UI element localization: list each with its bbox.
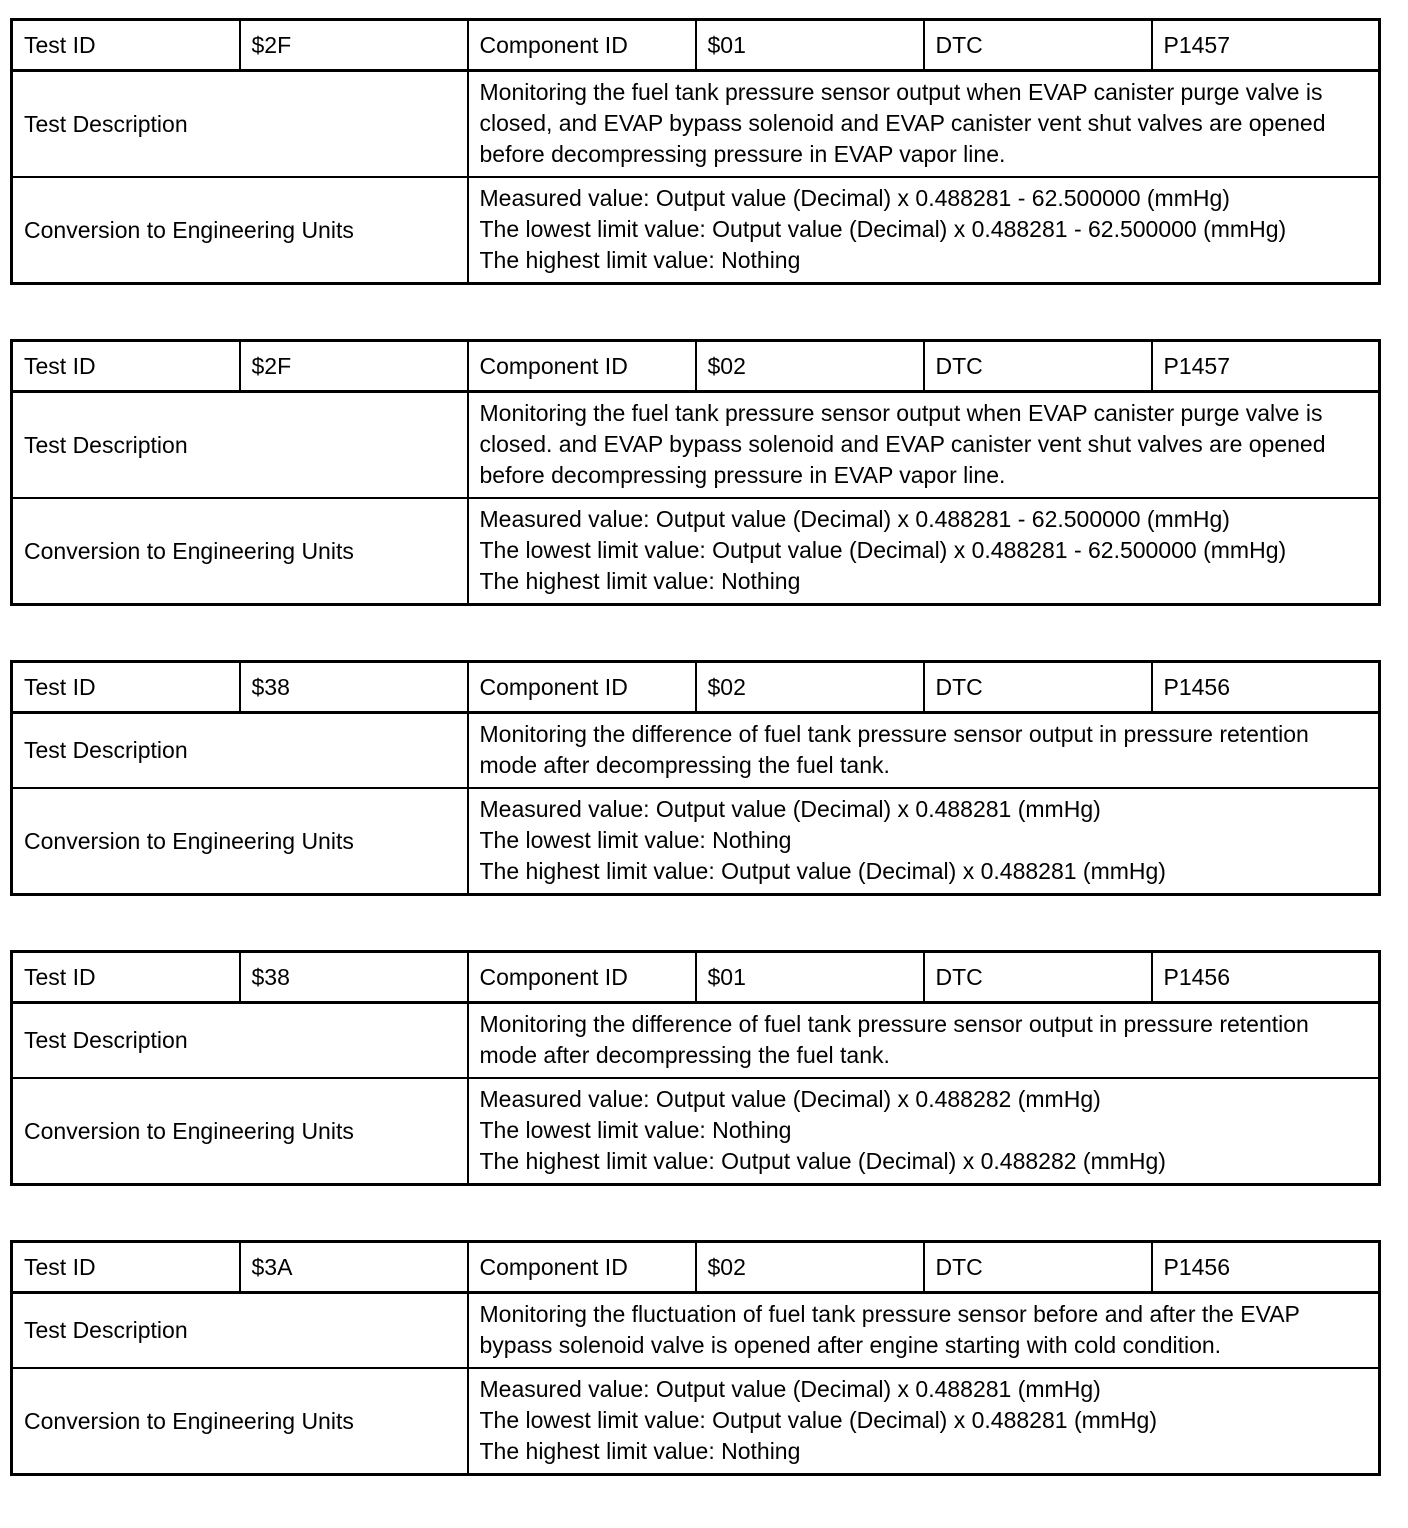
test-description-row xyxy=(12,1293,1380,1369)
monitor-test-table-3 xyxy=(10,660,1381,896)
dtc-value: P1457 xyxy=(1152,20,1380,71)
test-id-label: Test ID xyxy=(12,341,240,392)
conversion-value xyxy=(468,788,1380,895)
description-text: Monitoring the fuel tank pressure sensor output when EVAP canister purge valve is closed. and EVAP bypass solenoid and EVAP canister vent shut valves are opened before decompressing pressure in EVAP vapor line. xyxy=(479,400,1326,488)
lowest-limit-line: The lowest limit value: Output value (Decimal) x 0.488281 (mmHg) xyxy=(479,1407,1157,1433)
test-description-row xyxy=(12,1003,1380,1079)
dtc-label: DTC xyxy=(924,662,1152,713)
test-id-label: Test ID xyxy=(12,20,240,71)
conversion-label: Conversion to Engineering Units xyxy=(12,177,468,284)
dtc-value: P1456 xyxy=(1152,1242,1380,1293)
monitor-test-table-2 xyxy=(10,339,1381,606)
test-description-value xyxy=(468,392,1380,499)
description-text: Monitoring the difference of fuel tank pressure sensor output in pressure retention mode after decompressing the fuel tank. xyxy=(479,721,1309,778)
highest-limit-line: The highest limit value: Output value (Decimal) x 0.488281 (mmHg) xyxy=(479,858,1166,884)
test-description-value xyxy=(468,1003,1380,1079)
dtc-label: DTC xyxy=(924,20,1152,71)
test-id-label: Test ID xyxy=(12,662,240,713)
conversion-row xyxy=(12,1078,1380,1185)
highest-limit-line: The highest limit value: Nothing xyxy=(479,1438,801,1464)
component-id-value: $01 xyxy=(696,952,924,1003)
test-id-label: Test ID xyxy=(12,952,240,1003)
conversion-label: Conversion to Engineering Units xyxy=(12,788,468,895)
test-description-value xyxy=(468,713,1380,789)
dtc-label: DTC xyxy=(924,341,1152,392)
test-description-row xyxy=(12,71,1380,178)
test-description-label: Test Description xyxy=(12,713,468,789)
description-text: Monitoring the fuel tank pressure sensor output when EVAP canister purge valve is closed, and EVAP bypass solenoid and EVAP canister vent shut valves are opened before decompressing pressure in EVAP vapor line. xyxy=(479,79,1326,167)
conversion-label: Conversion to Engineering Units xyxy=(12,498,468,605)
component-id-value: $02 xyxy=(696,341,924,392)
description-text: Monitoring the fluctuation of fuel tank pressure sensor before and after the EVAP bypass solenoid valve is opened after engine starting with cold condition. xyxy=(479,1301,1300,1358)
monitor-test-table-5 xyxy=(10,1240,1381,1476)
measured-value-line: Measured value: Output value (Decimal) x 0.488281 - 62.500000 (mmHg) xyxy=(479,185,1230,211)
lowest-limit-line: The lowest limit value: Output value (Decimal) x 0.488281 - 62.500000 (mmHg) xyxy=(479,537,1287,563)
test-description-label: Test Description xyxy=(12,71,468,178)
conversion-value xyxy=(468,1078,1380,1185)
dtc-label: DTC xyxy=(924,952,1152,1003)
test-id-value: $2F xyxy=(240,341,468,392)
table-header-row xyxy=(12,952,1380,1003)
test-description-row xyxy=(12,713,1380,789)
test-id-value: $38 xyxy=(240,952,468,1003)
table-header-row xyxy=(12,341,1380,392)
component-id-value: $01 xyxy=(696,20,924,71)
conversion-label: Conversion to Engineering Units xyxy=(12,1078,468,1185)
test-description-value xyxy=(468,1293,1380,1369)
conversion-row xyxy=(12,498,1380,605)
component-id-value: $02 xyxy=(696,1242,924,1293)
test-description-value xyxy=(468,71,1380,178)
measured-value-line: Measured value: Output value (Decimal) x 0.488281 (mmHg) xyxy=(479,796,1101,822)
description-text: Monitoring the difference of fuel tank pressure sensor output in pressure retention mode after decompressing the fuel tank. xyxy=(479,1011,1309,1068)
dtc-label: DTC xyxy=(924,1242,1152,1293)
test-description-row xyxy=(12,392,1380,499)
highest-limit-line: The highest limit value: Nothing xyxy=(479,568,801,594)
dtc-value: P1456 xyxy=(1152,662,1380,713)
monitor-test-table-1 xyxy=(10,18,1381,285)
highest-limit-line: The highest limit value: Output value (Decimal) x 0.488282 (mmHg) xyxy=(479,1148,1166,1174)
dtc-value: P1457 xyxy=(1152,341,1380,392)
conversion-row xyxy=(12,177,1380,284)
test-description-label: Test Description xyxy=(12,1003,468,1079)
conversion-value xyxy=(468,498,1380,605)
table-header-row xyxy=(12,1242,1380,1293)
test-id-value: $38 xyxy=(240,662,468,713)
table-header-row xyxy=(12,662,1380,713)
conversion-label: Conversion to Engineering Units xyxy=(12,1368,468,1475)
component-id-label: Component ID xyxy=(468,952,696,1003)
lowest-limit-line: The lowest limit value: Nothing xyxy=(479,827,792,853)
monitor-test-table-4 xyxy=(10,950,1381,1186)
lowest-limit-line: The lowest limit value: Nothing xyxy=(479,1117,792,1143)
conversion-value xyxy=(468,1368,1380,1475)
component-id-value: $02 xyxy=(696,662,924,713)
test-id-value: $3A xyxy=(240,1242,468,1293)
test-id-label: Test ID xyxy=(12,1242,240,1293)
measured-value-line: Measured value: Output value (Decimal) x 0.488281 (mmHg) xyxy=(479,1376,1101,1402)
test-id-value: $2F xyxy=(240,20,468,71)
test-description-label: Test Description xyxy=(12,392,468,499)
measured-value-line: Measured value: Output value (Decimal) x 0.488282 (mmHg) xyxy=(479,1086,1101,1112)
highest-limit-line: The highest limit value: Nothing xyxy=(479,247,801,273)
component-id-label: Component ID xyxy=(468,1242,696,1293)
lowest-limit-line: The lowest limit value: Output value (Decimal) x 0.488281 - 62.500000 (mmHg) xyxy=(479,216,1287,242)
conversion-value xyxy=(468,177,1380,284)
document-page xyxy=(10,18,1381,1476)
test-description-label: Test Description xyxy=(12,1293,468,1369)
table-header-row xyxy=(12,20,1380,71)
conversion-row xyxy=(12,788,1380,895)
component-id-label: Component ID xyxy=(468,341,696,392)
measured-value-line: Measured value: Output value (Decimal) x 0.488281 - 62.500000 (mmHg) xyxy=(479,506,1230,532)
conversion-row xyxy=(12,1368,1380,1475)
component-id-label: Component ID xyxy=(468,662,696,713)
component-id-label: Component ID xyxy=(468,20,696,71)
dtc-value: P1456 xyxy=(1152,952,1380,1003)
